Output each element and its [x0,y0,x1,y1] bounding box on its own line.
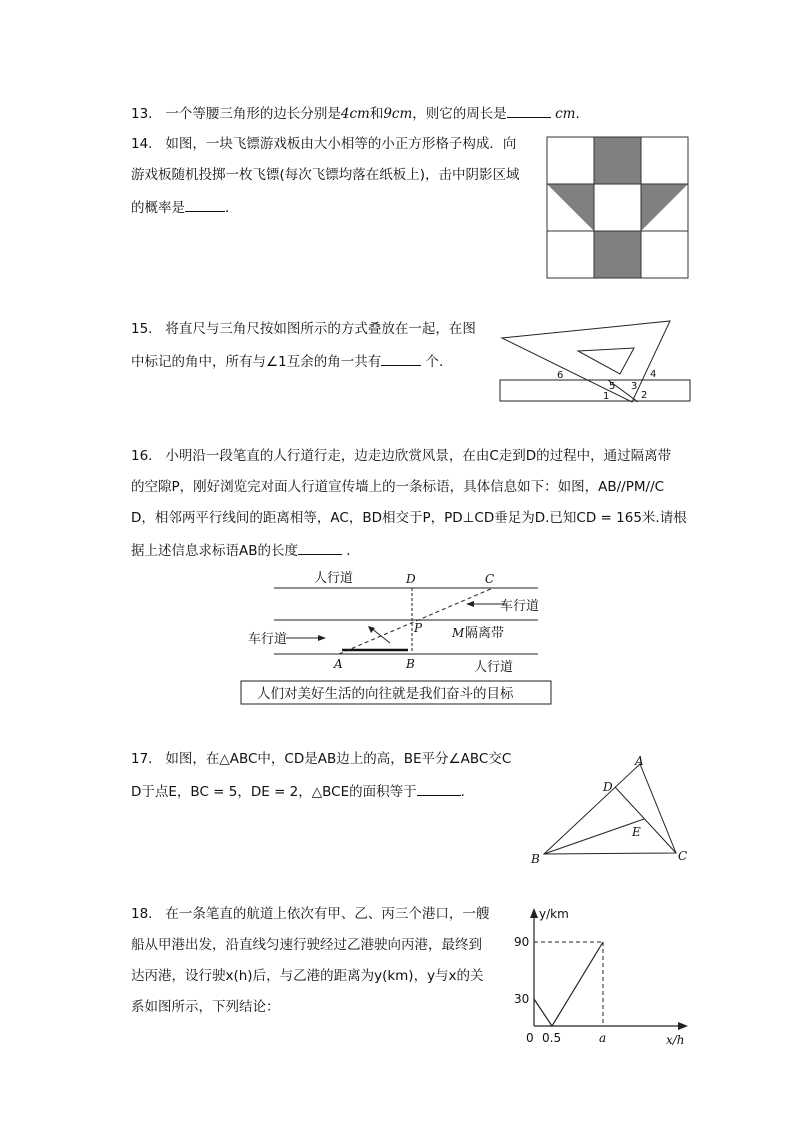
question-number: 13. [131,106,153,122]
question-13: 13. 一个等腰三角形的边长分别是4cm和9cm，则它的周长是 cm. [131,103,580,123]
shaded-triangle-left [547,184,594,231]
question-14-line-3: 的概率是 ． [131,197,239,217]
question-14-line-1: 14. 如图，一块飞镖游戏板由大小相等的小正方形格子构成．向 [131,136,517,152]
altitude-CD [615,787,676,853]
angle-label-5: 5 [609,381,616,392]
point-D-label: D [603,780,613,794]
question-text: 和 [369,106,384,122]
question-text: ，则它的周长是 [412,106,507,122]
triangle-hole [578,348,634,374]
point-E-label: E [632,825,641,839]
y-tick-30: 30 [514,992,530,1006]
question-number: 18. [131,906,153,922]
answer-blank[interactable] [381,351,421,366]
answer-blank[interactable] [185,197,225,212]
side-length-b: 9cm [383,106,413,122]
median-label: 隔离带 [465,626,505,641]
answer-blank[interactable] [298,540,342,555]
question-14-line-2: 游戏板随机投掷一枚飞镖(每次飞镖均落在纸板上)，击中阴影区域 [131,167,520,183]
question-16-line-3: D，相邻两平行线间的距离相等，AC，BD相交于P，PD⊥CD垂足为D.已知CD = 165米.请根 [131,510,687,526]
sidewalk-bottom-label: 人行道 [474,660,514,675]
angle-label-6: 6 [557,370,564,381]
angle-label-1: 1 [603,391,610,402]
question-17-line-1: 17. 如图，在△ABC中，CD是AB边上的高，BE平分∠ABC交C [131,751,512,767]
point-A-label: A [334,657,343,671]
shaded-triangle-right [641,184,688,231]
distance-time-graph [514,900,720,1050]
point-D-label: D [406,572,416,586]
side-length-a: 4cm [340,106,370,122]
angle-label-3: 3 [631,381,638,392]
shaded-square-top [594,137,641,184]
bisector-BE [544,819,644,854]
vertex-C-label: C [678,849,688,863]
question-18-line-3: 达丙港，设行驶x(h)后，与乙港的距离为y(km)，y与x的关 [131,968,484,984]
vertex-A-label: A [635,754,644,768]
origin-label: 0 [526,1031,534,1045]
slogan-text: 人们对美好生活的向往就是我们奋斗的目标 [257,686,514,702]
point-P-label: P [414,621,423,635]
question-number: 15. [131,321,153,337]
question-16-line-1: 16. 小明沿一段笔直的人行道行走，边走边欣赏风景，在由C走到D的过程中，通过隔离带 [131,448,672,464]
y-tick-90: 90 [514,935,530,949]
dartboard-figure [547,137,697,287]
x-tick-0.5: 0.5 [542,1031,562,1045]
lane-left-label: 车行道 [248,632,288,647]
answer-blank[interactable] [417,781,461,796]
question-15-line-2: 中标记的角中，所有与∠1互余的角一共有 个. [131,351,443,371]
question-number: 14. [131,136,153,152]
question-17-line-2: D于点E，BC = 5，DE = 2，△BCE的面积等于 . [131,781,465,801]
question-15-line-1: 15. 将直尺与三角尺按如图所示的方式叠放在一起，在图 [131,321,476,337]
shaded-square-bottom [594,231,641,278]
question-16-line-4: 据上述信息求标语AB的长度 ． [131,540,360,560]
distance-line [534,942,603,1026]
triangle-ABC [544,764,676,854]
ruler [500,380,690,401]
x-axis-label: x/h [666,1033,685,1047]
question-text: 一个等腰三角形的边长分别是 [165,106,341,122]
point-C-label: C [485,572,495,586]
sidewalk-top-label: 人行道 [314,571,354,586]
vertex-B-label: B [531,852,540,866]
question-18-line-1: 18. 在一条笔直的航道上依次有甲、乙、丙三个港口，一艘 [131,906,490,922]
y-axis-label: y/km [539,907,569,921]
triangle-abc-figure [528,753,698,868]
question-16-line-2: 的空隙P，刚好浏览完对面人行道宣传墙上的一条标语，具体信息如下：如图，AB//PM//C [131,479,665,495]
x-tick-a: a [599,1031,607,1045]
point-M-label: M [452,626,465,640]
road-figure [240,570,570,705]
angle-label-2: 2 [641,390,648,401]
answer-blank[interactable] [507,103,551,118]
question-number: 16. [131,448,153,464]
unit: cm [555,106,576,122]
lane-right-label: 车行道 [500,599,540,614]
angle-label-4: 4 [650,369,657,380]
question-18-line-2: 船从甲港出发，沿直线匀速行驶经过乙港驶向丙港，最终到 [131,937,482,953]
point-B-label: B [406,657,415,671]
question-18-line-4: 系如图所示，下列结论： [131,999,280,1015]
question-number: 17. [131,751,153,767]
ruler-triangle-figure [498,318,698,408]
